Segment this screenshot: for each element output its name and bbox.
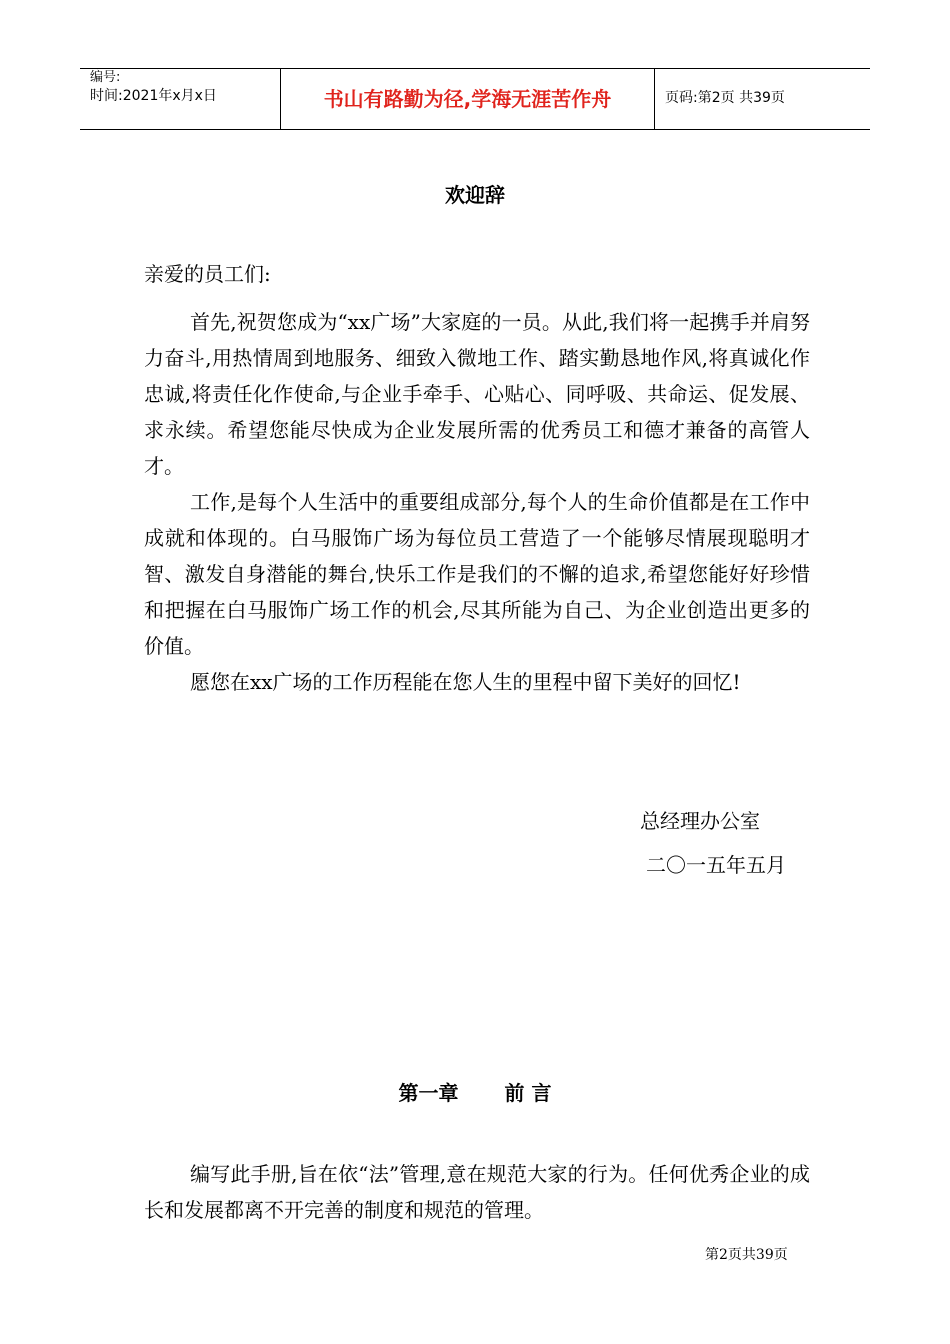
signature-date: 二〇一五年五月 [646, 853, 786, 877]
chapter-title [0, 1080, 950, 1106]
header-page-cell [655, 69, 870, 129]
document-number-label: 编号: [90, 70, 121, 85]
welcome-paragraph: 愿您在xx广场的工作历程能在您人生的里程中留下美好的回忆! [190, 670, 741, 694]
chapter-paragraph: 编写此手册,旨在依“法”管理,意在规范大家的行为。任何优秀企业的成长和发展都离不开完善的制度和规范的管理。 [144, 1162, 810, 1222]
document-time-label: 时间:2021年x月x日 [90, 88, 217, 104]
page-footer: 第2页共39页 [705, 1247, 788, 1263]
header-page-label: 页码:第2页 共39页 [665, 90, 785, 106]
header-motto: 书山有路勤为径,学海无涯苦作舟 [323, 87, 612, 111]
welcome-paragraph: 首先,祝贺您成为“xx广场”大家庭的一员。从此,我们将一起携手并肩努力奋斗,用热情周到地服务、细致入微地工作、踏实勤恳地作风,将真诚化作忠诚,将责任化作使命,与企业手牵手、心贴心、同呼吸、共命运、促发展、求永续。希望您能尽快成为企业发展所需的优秀员工和德才兼备的高管人才。 [144, 310, 810, 478]
signature: 总经理办公室 [640, 809, 760, 833]
document-header [80, 68, 870, 130]
welcome-salutation: 亲爱的员工们: [144, 262, 271, 286]
chapter-number: 第一章 [398, 1081, 459, 1105]
header-info-cell [80, 69, 281, 129]
chapter-name: 前 言 [504, 1081, 552, 1105]
welcome-title: 欢迎辞 [445, 183, 505, 207]
header-motto-cell [281, 69, 655, 129]
welcome-paragraph: 工作,是每个人生活中的重要组成部分,每个人的生命价值都是在工作中成就和体现的。白马服饰广场为每位员工营造了一个能够尽情展现聪明才智、激发自身潜能的舞台,快乐工作是我们的不懈的追求,希望您能好好珍惜和把握在白马服饰广场工作的机会,尽其所能为自己、为企业创造出更多的价值。 [144, 490, 810, 658]
